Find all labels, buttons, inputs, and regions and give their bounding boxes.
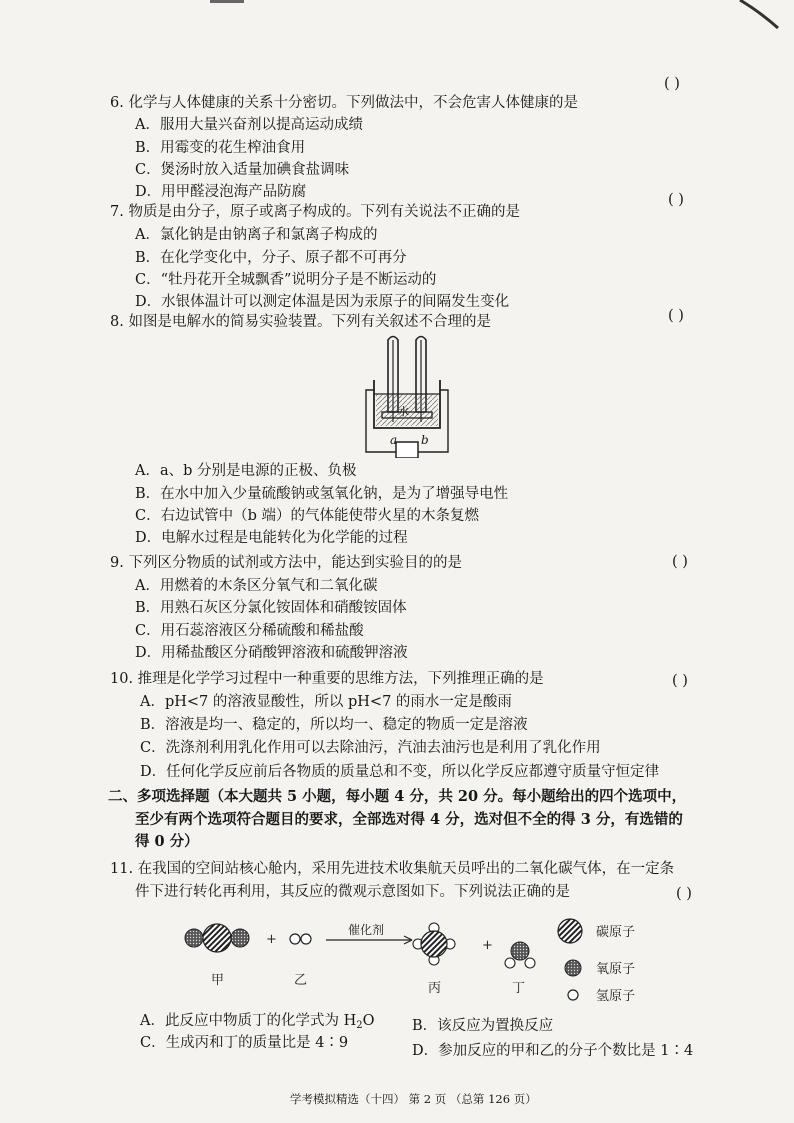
electrolysis-apparatus-diagram [352, 330, 464, 458]
label-bing: 丙 [428, 981, 442, 996]
q7-option-b: B．在化学变化中，分子、原子都不可再分 [135, 250, 407, 266]
legend-hydrogen [568, 990, 578, 1000]
section2-heading-line2: 至少有两个选项符合题目的要求，全部选对得 4 分，选对但不全的得 3 分，有选错的 [135, 811, 683, 828]
electrode-a-label: a [390, 433, 398, 447]
q11-option-a: A．此反应中物质丁的化学式为 $H_2O$ [140, 1013, 375, 1031]
q11-option-b: B．该反应为置换反应 [412, 1018, 554, 1034]
q11-option-c: C．生成丙和丁的质量比是 4∶9 [140, 1035, 349, 1051]
page-footer: 学考模拟精选（十四） 第 2 页 （总第 126 页） [290, 1092, 537, 1106]
q9-option-c: C．用石蕊溶液区分稀硫酸和稀盐酸 [135, 623, 364, 639]
q11-option-d: D．参加反应的甲和乙的分子个数比是 1∶4 [412, 1043, 694, 1059]
q6-stem: 6. 化学与人体健康的关系十分密切。下列做法中，不会危害人体健康的是 [110, 95, 578, 111]
q7-stem: 7. 物质是由分子，原子或离子构成的。下列有关说法不正确的是 [110, 204, 520, 220]
q8-answer-bracket: ( ) [668, 308, 684, 324]
q8-option-c: C．右边试管中（b 端）的气体能使带火星的木条复燃 [135, 508, 479, 524]
q6-option-b: B．用霉变的花生榨油食用 [135, 140, 306, 156]
q8-option-a: A．a、b 分别是电源的正极、负极 [135, 463, 357, 479]
q7-option-d: D．水银体温计可以测定体温是因为汞原子的间隔发生变化 [135, 294, 510, 310]
q8-stem: 8. 如图是电解水的简易实验装置。下列有关叙述不合理的是 [110, 314, 491, 330]
q10-option-b: B．溶液是均一、稳定的，所以均一、稳定的物质一定是溶液 [140, 717, 528, 733]
q11-stem-line2: 件下进行转化再利用，其反应的微观示意图如下。下列说法正确的是 [135, 884, 570, 900]
q6-option-a: A．服用大量兴奋剂以提高运动成绩 [135, 117, 363, 133]
legend-carbon [558, 919, 582, 943]
q10-option-d: D．任何化学反应前后各物质的质量总和不变，所以化学反应都遵守质量守恒定律 [140, 764, 660, 780]
reaction-micro-diagram [180, 912, 650, 1002]
q8-option-d: D．电解水过程是电能转化为化学能的过程 [135, 530, 408, 546]
legend-hydrogen-label: 氢原子 [596, 989, 636, 1002]
legend-carbon-label: 碳原子 [596, 925, 636, 940]
q7-option-c: C．“牡丹花开全城飘香”说明分子是不断运动的 [135, 272, 437, 288]
plus-sign-1: + [266, 932, 277, 947]
q10-option-a: A．pH<7 的溶液显酸性，所以 pH<7 的雨水一定是酸雨 [140, 694, 512, 710]
label-yi: 乙 [294, 973, 308, 988]
electrode-b-label: b [421, 433, 429, 447]
q10-stem: 10. 推理是化学学习过程中一种重要的思维方法，下列推理正确的是 [110, 671, 544, 687]
q6-answer-bracket: ( ) [664, 76, 680, 92]
legend-oxygen-label: 氧原子 [596, 962, 636, 977]
co2-molecule [185, 924, 249, 952]
h2o-molecule [505, 942, 535, 968]
q9-answer-bracket: ( ) [672, 554, 688, 570]
q7-answer-bracket: ( ) [668, 192, 684, 208]
q11-stem-line1: 11. 在我国的空间站核心舱内，采用先进技术收集航天员呼出的二氧化碳气体，在一定条 [110, 861, 675, 877]
label-jia: 甲 [211, 973, 225, 988]
section2-heading-line3: 得 0 分） [135, 833, 199, 850]
ch4-molecule [413, 923, 455, 965]
q11-answer-bracket: ( ) [676, 886, 692, 902]
q10-answer-bracket: ( ) [672, 673, 688, 689]
q8-option-b: B．在水中加入少量硫酸钠或氢氧化钠，是为了增强导电性 [135, 486, 509, 502]
label-ding: 丁 [512, 981, 526, 996]
q9-stem: 9. 下列区分物质的试剂或方法中，能达到实验目的的是 [110, 555, 462, 571]
scan-artifact [0, 0, 794, 40]
q10-option-c: C．洗涤剂利用乳化作用可以去除油污，汽油去油污也是利用了乳化作用 [140, 740, 601, 756]
q9-option-a: A．用燃着的木条区分氧气和二氧化碳 [135, 578, 378, 594]
q9-option-d: D．用稀盐酸区分硝酸钾溶液和硫酸钾溶液 [135, 645, 408, 661]
q9-option-b: B．用熟石灰区分氯化铵固体和硝酸铵固体 [135, 600, 407, 616]
q6-option-d: D．用甲醛浸泡海产品防腐 [135, 184, 307, 200]
water-label: 水 [398, 405, 409, 418]
h2-molecule [290, 934, 311, 944]
section2-heading-line1: 二、多项选择题（本大题共 5 小题，每小题 4 分，共 20 分。每小题给出的四个选项中， [108, 788, 687, 805]
legend-oxygen [565, 960, 581, 976]
catalyst-label: 催化剂 [348, 923, 385, 937]
plus-sign-2: + [482, 938, 493, 953]
q7-option-a: A．氯化钠是由钠离子和氯离子构成的 [135, 227, 378, 243]
q6-option-c: C．煲汤时放入适量加碘食盐调味 [135, 162, 350, 178]
